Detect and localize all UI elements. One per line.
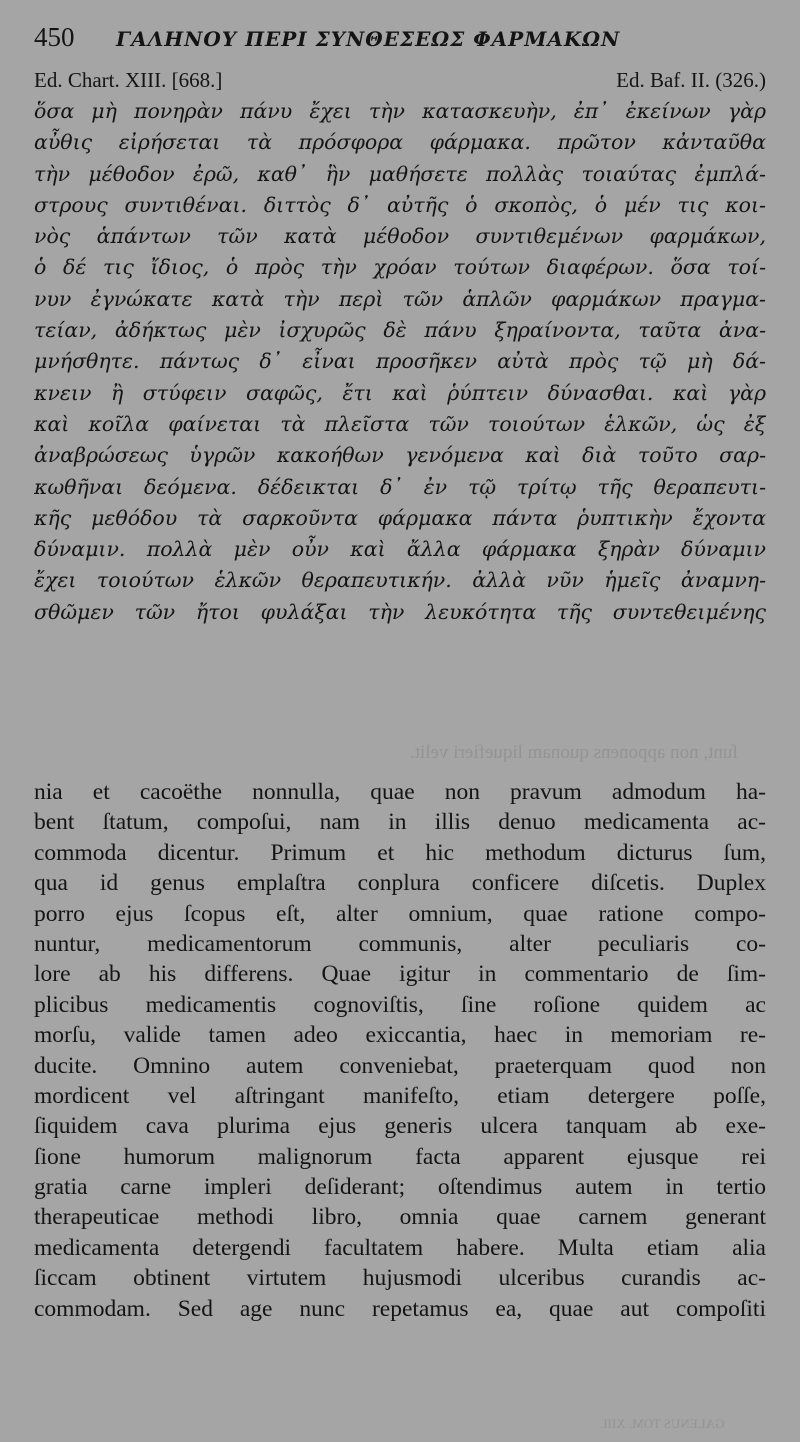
greek-line: τὴν μέθοδον ἐρῶ, καθ᾽ ἣν μαθήσετε πολλὰς τοιαύτας ἐμπλά- [34,161,766,186]
greek-line: μνήσθητε. πάντως δ᾽ εἶναι προσῆκεν αὐτὰ πρὸς τῷ μὴ δά- [34,349,766,374]
greek-line: κνειν ἢ στύφειν σαφῶς, ἔτι καὶ ῥύπτειν δύνασθαι. καὶ γὰρ [34,380,766,405]
bleed-through-signature: GALENUS TOM. XIII. [600,1416,725,1431]
latin-line: morſu, valide tamen adeo exiccantia, haec in memoriam re- [34,1022,766,1049]
greek-line: νὸς ἁπάντων τῶν κατὰ μέθοδον συντιθεμένων φαρμάκων, [34,224,766,249]
greek-line: ἔχει τοιούτων ἑλκῶν θεραπευτικήν. ἀλλὰ νῦν ἡμεῖς ἀναμνη- [34,568,766,593]
latin-line: therapeuticae methodi libro, omnia quae carnem generant [34,1204,766,1231]
latin-text-block [34,777,766,1324]
bleed-through-text: ſunt, non apponens quonam liquefieri velit. [410,742,738,763]
greek-text-block [34,96,766,628]
latin-line: mordicent vel aſtringant manifeſto, etiam detergere poſſe, [34,1082,766,1109]
edition-reference [34,68,766,94]
edition-right: Ed. Baf. II. (326.) [616,68,766,92]
latin-line: qua id genus emplaſtra conplura conficere diſcetis. Duplex [34,870,766,897]
greek-line: ὁ δέ τις ἴδιος, ὁ πρὸς τὴν χρόαν τούτων διαφέρων. ὅσα τοί- [34,255,766,280]
greek-line: στρους συντιθέναι. διττὸς δ᾽ αὐτῆς ὁ σκοπὸς, ὁ μέν τις κοι- [34,192,766,217]
greek-line: σθῶμεν τῶν ἤτοι φυλάξαι τὴν λευκότητα τῆς συντεθειμένης [34,599,766,624]
greek-line: νυν ἐγνώκατε κατὰ τὴν περὶ τῶν ἁπλῶν φαρμάκων πραγμα- [34,286,766,311]
latin-line: commoda dicentur. Primum et hic methodum dicturus ſum, [34,839,766,866]
latin-line: porro ejus ſcopus eſt, alter omnium, quae ratione compo- [34,900,766,927]
greek-line: τείαν, ἀδήκτως μὲν ἰσχυρῶς δὲ πάνυ ξηραίνοντα, ταῦτα ἀνα- [34,318,766,343]
greek-line: δύναμιν. πολλὰ μὲν οὖν καὶ ἄλλα φάρμακα ξηρὰν δύναμιν [34,537,766,562]
greek-line: κῆς μεθόδου τὰ σαρκοῦντα φάρμακα πάντα ῥυπτικὴν ἔχοντα [34,505,766,530]
latin-line: ſiccam obtinent virtutem hujusmodi ulceribus curandis ac- [34,1265,766,1292]
latin-line: ſione humorum malignorum facta apparent ejusque rei [34,1143,766,1170]
latin-line: medicamenta detergendi facultatem habere. Multa etiam alia [34,1234,766,1261]
greek-line: κωθῆναι δεόμενα. δέδεικται δ᾽ ἐν τῷ τρίτῳ τῆς θεραπευτι- [34,474,766,499]
greek-line: ὅσα μὴ πονηρὰν πάνυ ἔχει τὴν κατασκευὴν, ἐπ᾽ ἐκείνων γὰρ [34,99,766,123]
page-number: 450 [34,22,75,52]
latin-line: gratia carne impleri deſiderant; oſtendimus autem in tertio [34,1174,766,1201]
latin-line: plicibus medicamentis cognoviſtis, ſine roſione quidem ac [34,991,766,1018]
latin-line: nuntur, medicamentorum communis, alter peculiaris co- [34,930,766,957]
latin-line: lore ab his differens. Quae igitur in commentario de ſim- [34,961,766,988]
edition-left: Ed. Chart. XIII. [668.] [34,68,223,92]
latin-line: commodam. Sed age nunc repetamus ea, quae aut compoſiti [34,1295,766,1322]
greek-line: ἀναβρώσεως ὑγρῶν κακοήθων γενόμενα καὶ διὰ τοῦτο σαρ- [34,443,766,468]
greek-line: αὖθις εἰρήσεται τὰ πρόσφορα φάρμακα. πρῶτον κἀνταῦθα [34,130,766,155]
greek-line: καὶ κοῖλα φαίνεται τὰ πλεῖστα τῶν τοιούτων ἑλκῶν, ὡς ἐξ [34,411,766,436]
running-title: ΓΑΛΗΝΟΥ ΠΕΡΙ ΣΥΝΘΕΣΕΩΣ ΦΑΡΜΑΚΩΝ [116,27,621,51]
latin-line: ducite. Omnino autem conveniebat, praeterquam quod non [34,1052,766,1079]
running-head [34,22,766,70]
latin-line: nia et cacoëthe nonnulla, quae non pravum admodum ha- [34,779,766,805]
latin-line: ſiquidem cava plurima ejus generis ulcera tanquam ab exe- [34,1113,766,1140]
latin-line: bent ſtatum, compoſui, nam in illis denuo medicamenta ac- [34,809,766,836]
